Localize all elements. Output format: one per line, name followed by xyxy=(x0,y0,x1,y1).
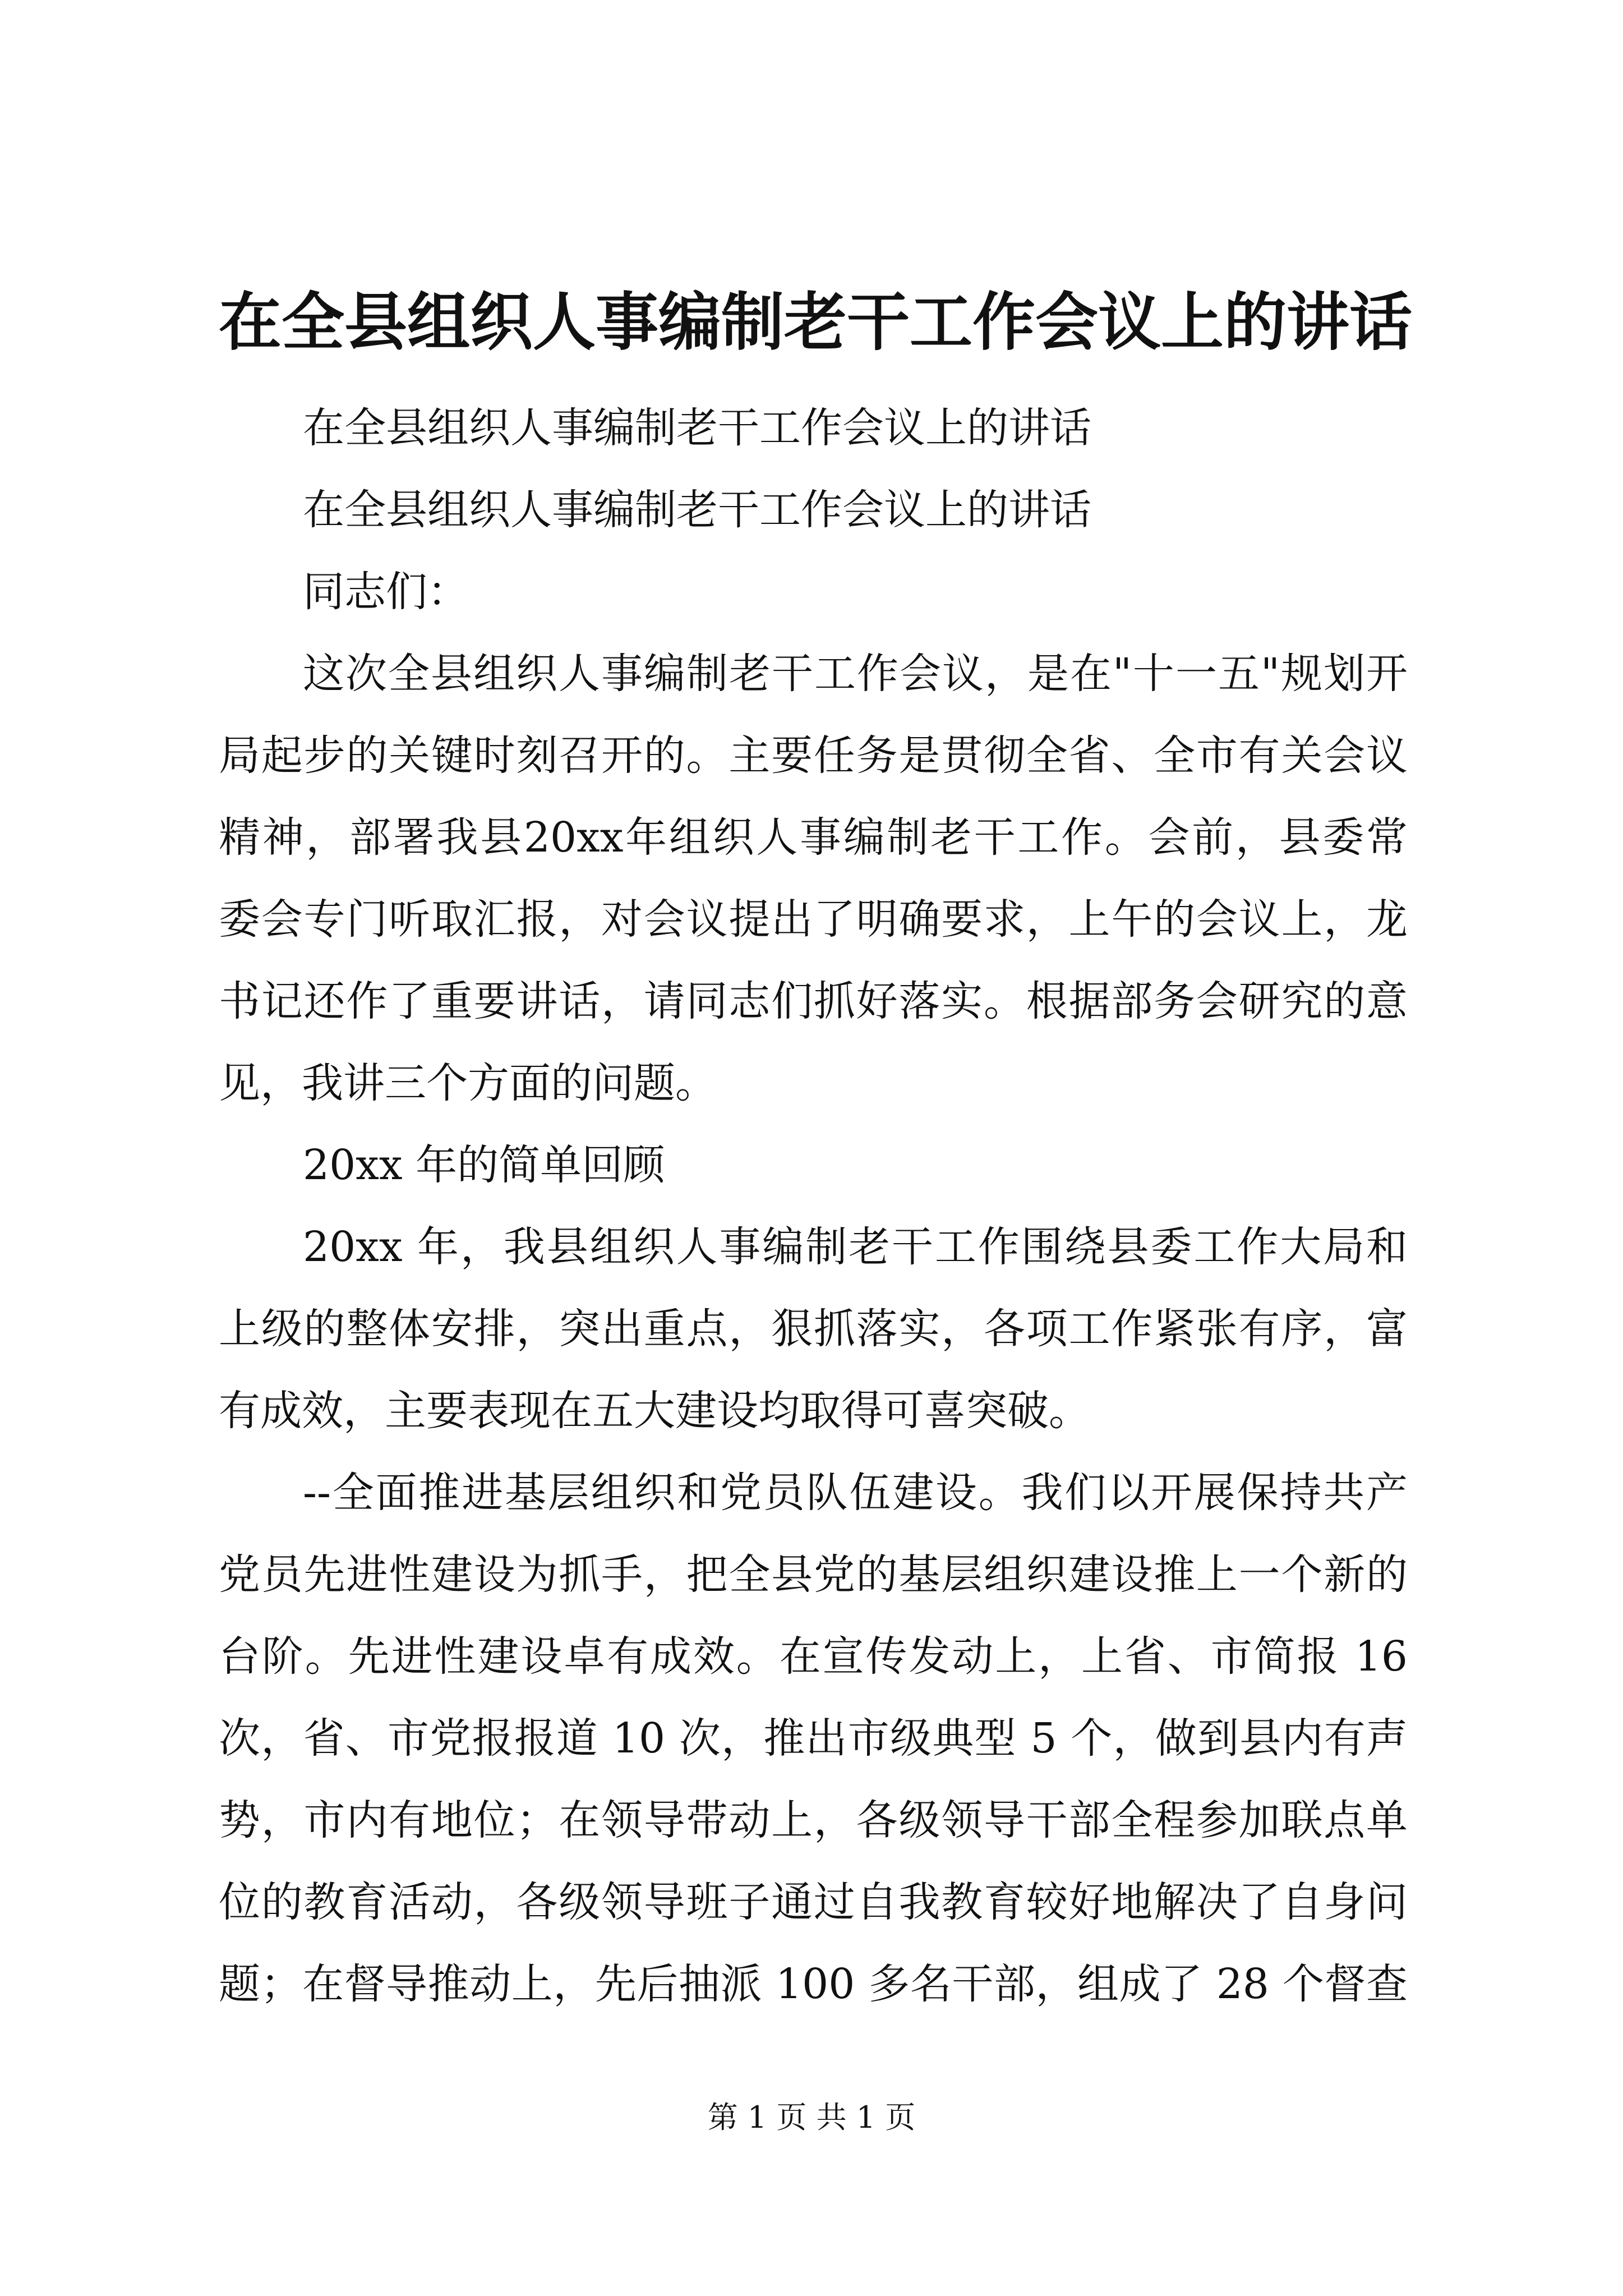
document-title: 在全县组织人事编制老干工作会议上的讲话 xyxy=(219,286,1412,359)
text-line: 精神，部署我县20xx年组织人事编制老干工作。会前，县委常 xyxy=(219,813,1408,862)
text-line: 这次全县组织人事编制老干工作会议，是在"十一五"规划开 xyxy=(303,650,1408,698)
text-line: 党员先进性建设为抓手，把全县党的基层组织建设推上一个新的 xyxy=(219,1550,1408,1599)
text-line: 势，市内有地位；在领导带动上，各级领导干部全程参加联点单 xyxy=(219,1796,1408,1844)
text-line: 20xx 年的简单回顾 xyxy=(303,1141,665,1189)
text-line: 台阶。先进性建设卓有成效。在宣传发动上，上省、市简报 16 xyxy=(219,1632,1408,1681)
document-body xyxy=(219,387,1408,2025)
text-line: 委会专门听取汇报，对会议提出了明确要求，上午的会议上，龙 xyxy=(219,895,1408,944)
text-line: 同志们： xyxy=(303,568,469,616)
text-line: 在全县组织人事编制老干工作会议上的讲话 xyxy=(303,404,1091,452)
text-line: 书记还作了重要讲话，请同志们抓好落实。根据部务会研究的意 xyxy=(219,977,1408,1025)
text-line: 位的教育活动，各级领导班子通过自我教育较好地解决了自身问 xyxy=(219,1878,1408,1926)
text-line: 有成效，主要表现在五大建设均取得可喜突破。 xyxy=(219,1387,1090,1435)
text-line: 局起步的关键时刻召开的。主要任务是贯彻全省、全市有关会议 xyxy=(219,731,1408,780)
page-footer: 第 1 页 共 1 页 xyxy=(707,2100,916,2135)
text-line: 次，省、市党报报道 10 次，推出市级典型 5 个，做到县内有声 xyxy=(219,1714,1408,1763)
text-line: 题；在督导推动上，先后抽派 100 多名干部，组成了 28 个督查 xyxy=(219,1960,1408,2008)
text-line: 20xx 年，我县组织人事编制老干工作围绕县委工作大局和 xyxy=(303,1223,1408,1271)
text-line: 上级的整体安排，突出重点，狠抓落实，各项工作紧张有序，富 xyxy=(219,1305,1408,1353)
text-line: 见，我讲三个方面的问题。 xyxy=(219,1059,717,1107)
text-line: 在全县组织人事编制老干工作会议上的讲话 xyxy=(303,486,1091,534)
text-line: --全面推进基层组织和党员队伍建设。我们以开展保持共产 xyxy=(303,1469,1408,1517)
